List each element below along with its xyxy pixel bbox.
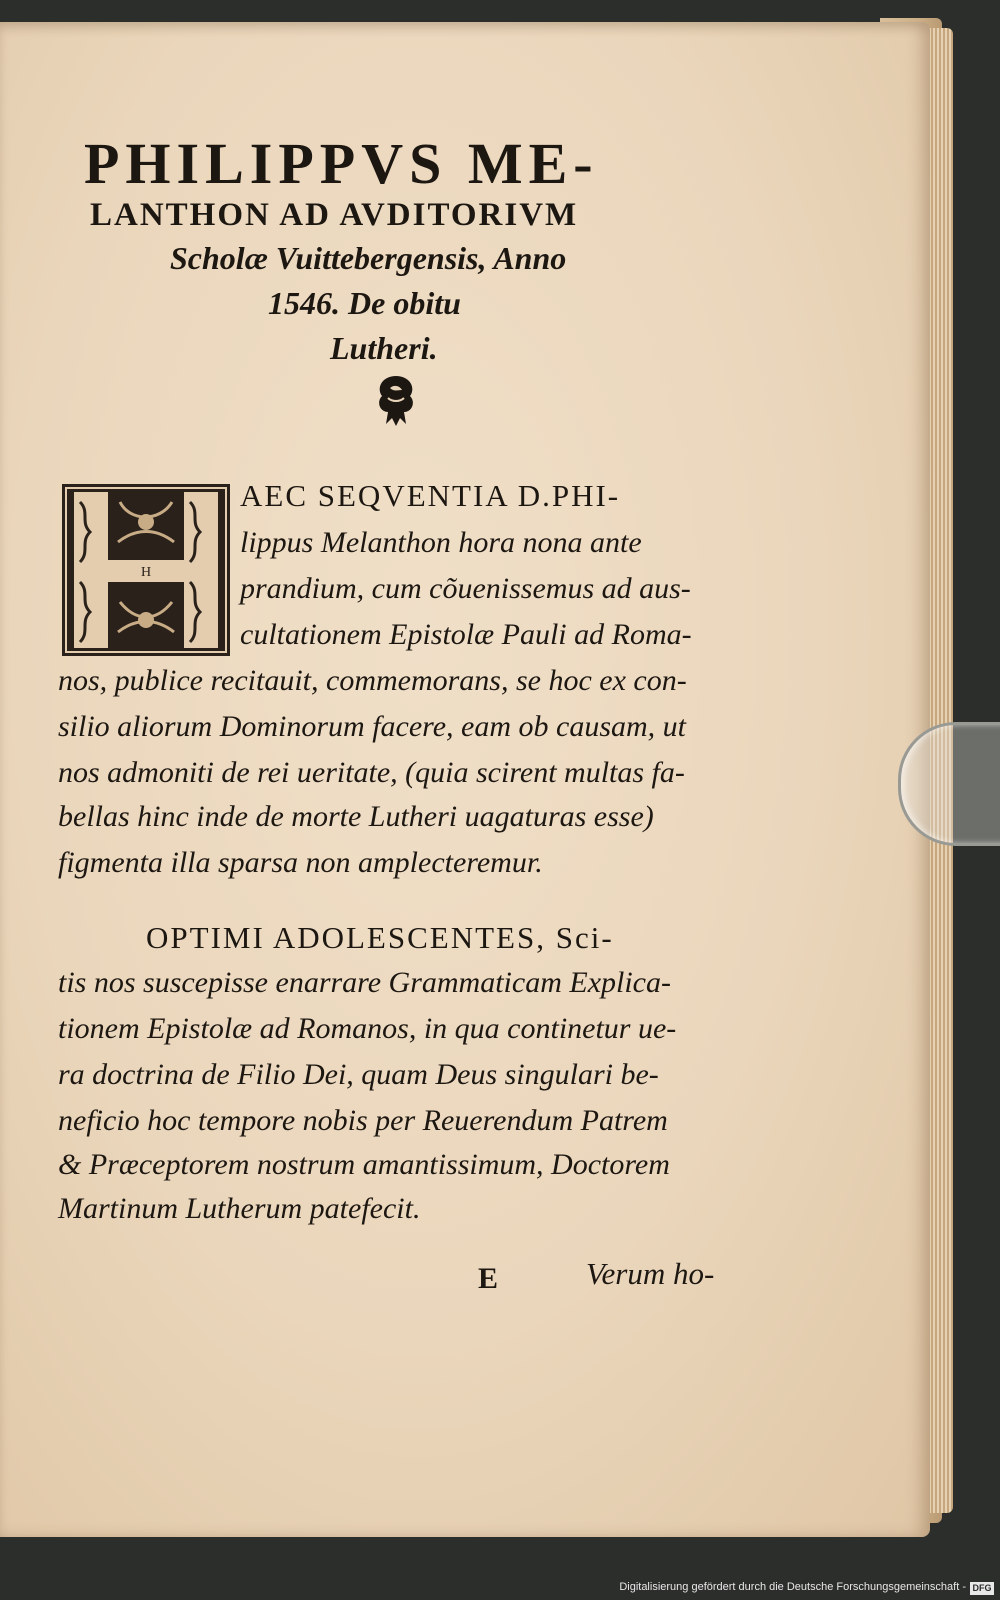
title-line-1: PHILIPPVS ME- bbox=[84, 131, 599, 196]
title-line-4: 1546. De obitu bbox=[268, 285, 461, 321]
paragraph1-line: bellas hinc inde de morte Lutheri uagaturas esse) bbox=[58, 800, 654, 833]
paragraph1-line: lippus Melanthon hora nona ante bbox=[240, 526, 642, 559]
decorated-initial-h bbox=[60, 482, 232, 658]
paragraph1-line: cultationem Epistolæ Pauli ad Roma- bbox=[240, 618, 692, 651]
paragraph2-line: Martinum Lutherum patefecit. bbox=[58, 1192, 421, 1225]
paragraph2-line: neficio hoc tempore nobis per Reuerendum Patrem bbox=[58, 1104, 668, 1137]
initial-letter: H bbox=[140, 565, 152, 580]
paragraph1-line: nos, publice recitauit, commemorans, se hoc ex con- bbox=[58, 664, 687, 697]
digitization-footer bbox=[0, 1578, 1000, 1600]
paragraph2-line: OPTIMI ADOLESCENTES, Sci- bbox=[146, 920, 614, 955]
signature-mark: E bbox=[478, 1262, 499, 1295]
paragraph1-line: prandium, cum cõuenissemus ad aus- bbox=[240, 572, 691, 605]
title-line-2: LANTHON AD AVDITORIVM bbox=[90, 197, 579, 233]
paragraph2-line: & Præceptorem nostrum amantissimum, Doctorem bbox=[58, 1148, 670, 1181]
paragraph2-line: tionem Epistolæ ad Romanos, in qua continetur ue- bbox=[58, 1012, 677, 1045]
catchword: Verum ho- bbox=[586, 1256, 715, 1291]
paragraph1-line: nos admoniti de rei ueritate, (quia scirent multas fa- bbox=[58, 756, 685, 789]
paragraph2-line: tis nos suscepisse enarrare Grammaticam Explica- bbox=[58, 966, 671, 999]
paragraph2-line: ra doctrina de Filio Dei, quam Deus singulari be- bbox=[58, 1058, 659, 1091]
paragraph1-line: figmenta illa sparsa non amplecteremur. bbox=[58, 846, 543, 879]
paragraph1-line: silio aliorum Dominorum facere, eam ob causam, ut bbox=[58, 710, 687, 743]
title-line-3: Scholæ Vuittebergensis, Anno bbox=[170, 240, 567, 276]
fleuron-ornament-icon bbox=[372, 372, 420, 428]
page-clip bbox=[898, 722, 1000, 846]
title-line-5: Lutheri. bbox=[330, 330, 438, 366]
paragraph1-line: AEC SEQVENTIA D.PHI- bbox=[240, 478, 621, 513]
footer-credit: Digitalisierung gefördert durch die Deutsche Forschungsgemeinschaft - bbox=[619, 1581, 966, 1593]
dfg-logo: DFG bbox=[970, 1582, 994, 1595]
